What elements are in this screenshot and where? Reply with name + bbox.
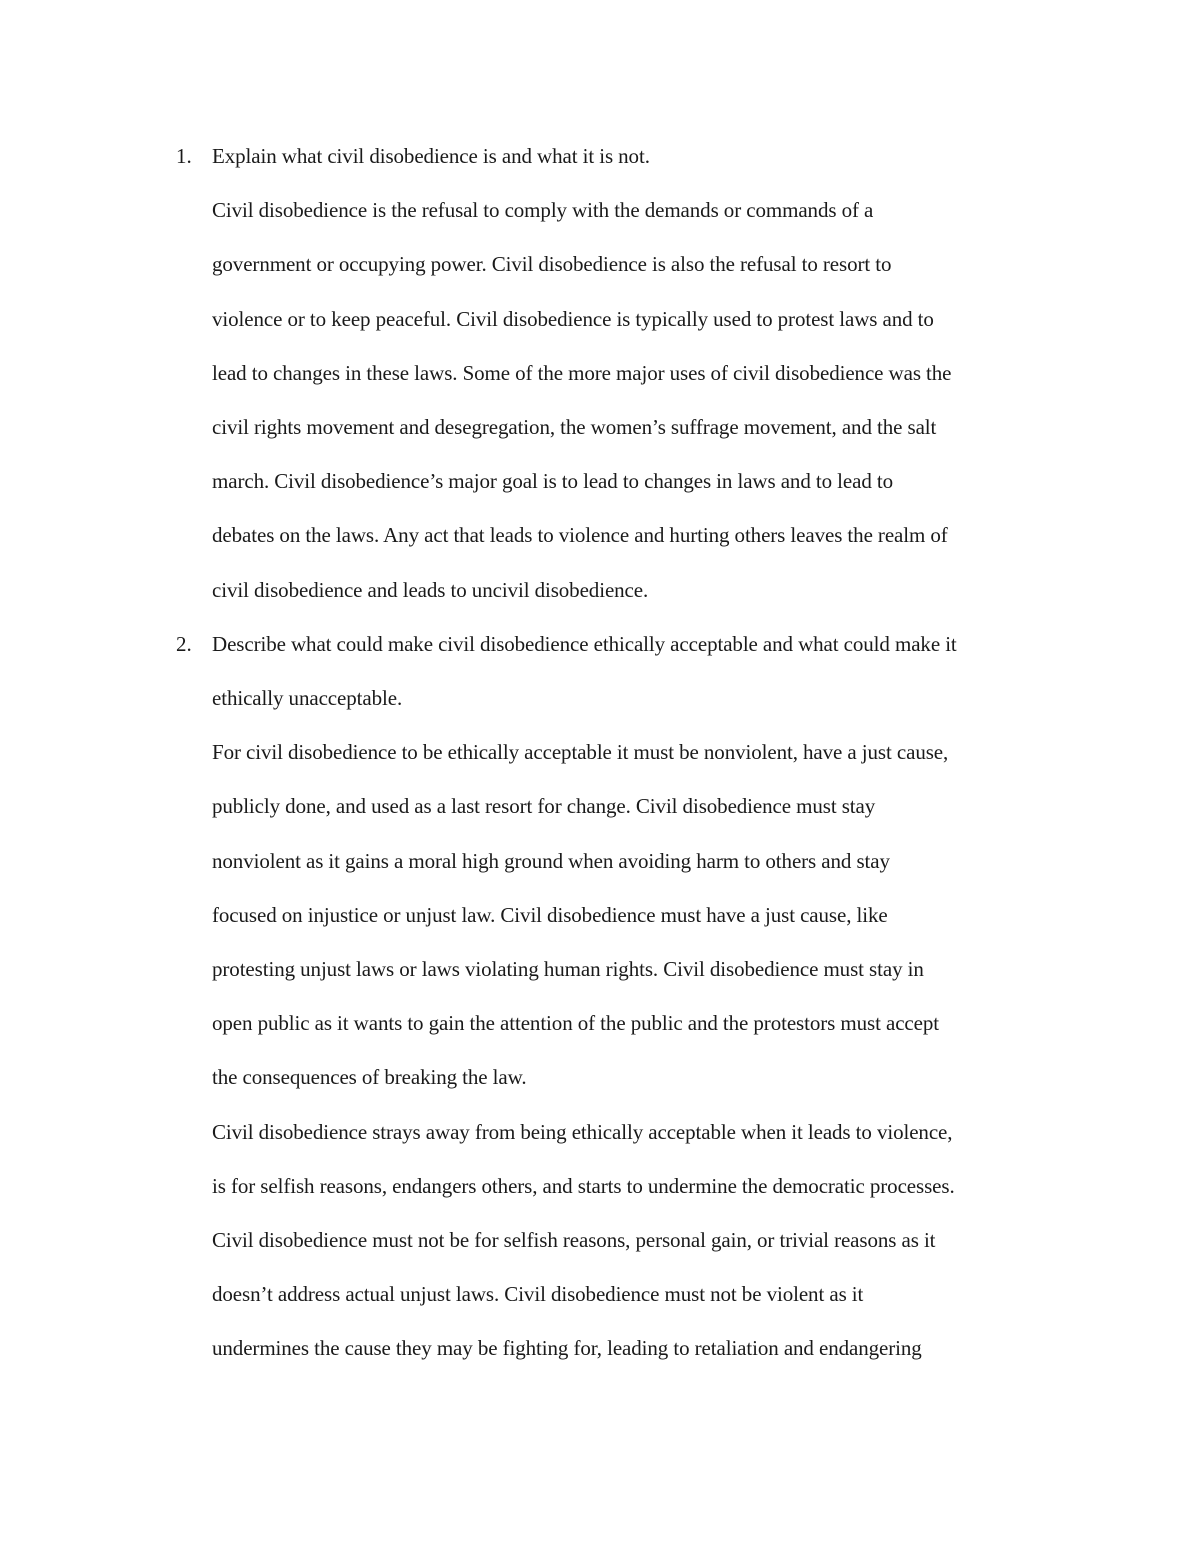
answer-1-line-7: debates on the laws. Any act that leads to violence and hurting others leaves the realm of [212, 523, 948, 548]
answer-2b-line-4: doesn’t address actual unjust laws. Civil disobedience must not be violent as it [212, 1282, 864, 1307]
answer-1-line-8: civil disobedience and leads to uncivil disobedience. [212, 577, 649, 602]
answer-2a-line-1: For civil disobedience to be ethically acceptable it must be nonviolent, have a just cause, [212, 740, 949, 765]
answer-1-line-2: government or occupying power. Civil disobedience is also the refusal to resort to [212, 252, 892, 277]
question-2-line-1: Describe what could make civil disobedience ethically acceptable and what could make it [212, 631, 957, 656]
answer-2b-line-5: undermines the cause they may be fighting for, leading to retaliation and endangering [212, 1336, 922, 1361]
list-number-1: 1. [176, 144, 192, 168]
answer-2a-line-4: focused on injustice or unjust law. Civil disobedience must have a just cause, like [212, 902, 888, 927]
question-2-line-2: ethically unacceptable. [212, 686, 403, 710]
answer-2a-line-3: nonviolent as it gains a moral high ground when avoiding harm to others and stay [212, 848, 890, 873]
answer-2a-line-2: publicly done, and used as a last resort for change. Civil disobedience must stay [212, 794, 876, 819]
answer-2b-line-2: is for selfish reasons, endangers others, and starts to undermine the democratic processes. [212, 1173, 955, 1198]
answer-1-line-5: civil rights movement and desegregation, the women’s suffrage movement, and the salt [212, 415, 937, 439]
list-number-2: 2. [176, 631, 192, 656]
answer-1-line-4: lead to changes in these laws. Some of the more major uses of civil disobedience was the [212, 360, 952, 385]
answer-2a-line-7: the consequences of breaking the law. [212, 1065, 527, 1090]
answer-2a-line-5: protesting unjust laws or laws violating human rights. Civil disobedience must stay in [212, 957, 924, 981]
answer-2b-line-3: Civil disobedience must not be for selfish reasons, personal gain, or trivial reasons as it [212, 1228, 936, 1252]
answer-2a-line-6: open public as it wants to gain the attention of the public and the protestors must accept [212, 1011, 939, 1036]
answer-1-line-1: Civil disobedience is the refusal to comply with the demands or commands of a [212, 198, 874, 223]
answer-2b-line-1: Civil disobedience strays away from being ethically acceptable when it leads to violence, [212, 1119, 953, 1144]
answer-1-line-6: march. Civil disobedience’s major goal is to lead to changes in laws and to lead to [212, 469, 894, 494]
answer-1-line-3: violence or to keep peaceful. Civil disobedience is typically used to protest laws and to [212, 306, 934, 331]
question-1-line-1: Explain what civil disobedience is and what it is not. [212, 144, 650, 168]
